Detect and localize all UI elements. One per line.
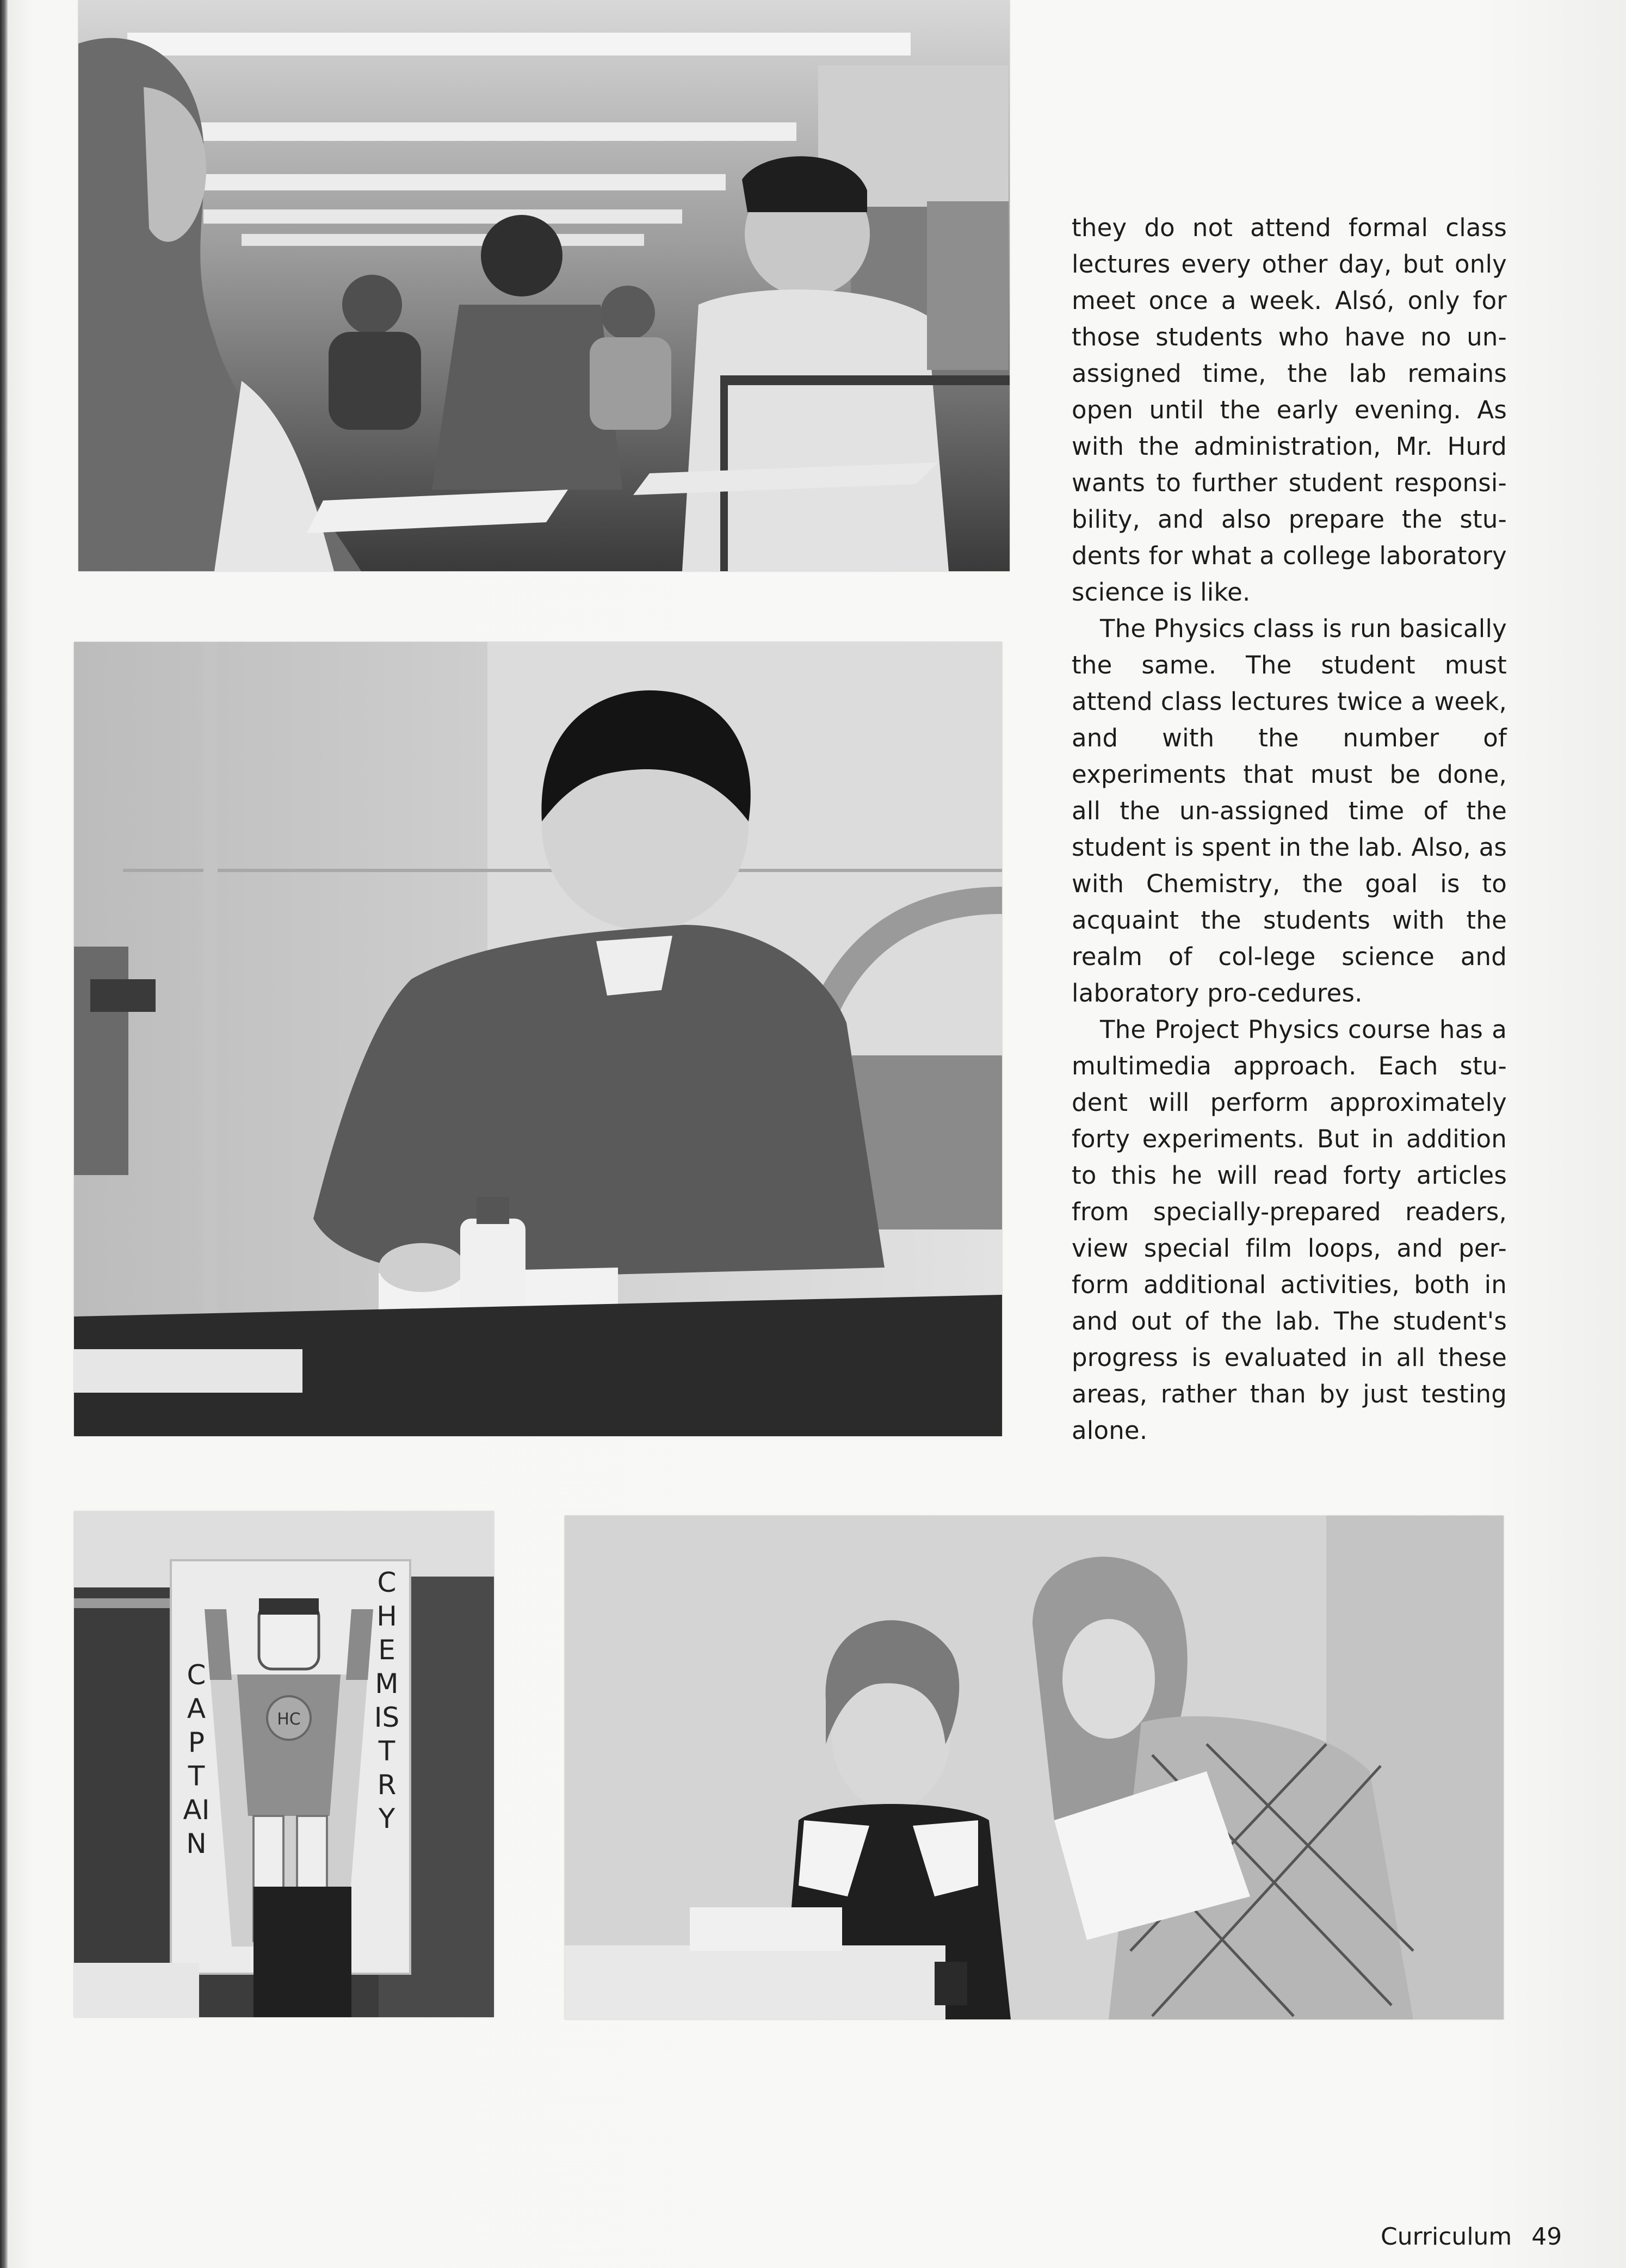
page-number: 49	[1531, 2223, 1562, 2251]
poster-emblem: HC	[277, 1710, 301, 1729]
photo-physics-lab	[74, 642, 1002, 1436]
article-paragraph: The Physics class is run basically the same. The student must attend class lectures twice a week, and with the number of experiments that must be done, all the un-assigned time of the student is spent in the lab. Also, as with Chemistry, the goal is to acquaint the students with the realm of col-lege science and laboratory pro-cedures.	[1072, 614, 1507, 1008]
binding-edge	[0, 0, 8, 2268]
poster-word-chemistry: CHEMISTRY	[374, 1567, 400, 1834]
page-footer	[1381, 2222, 1562, 2252]
article-paragraph: they do not attend formal class lectures every other day, but only meet once a week. Alsó, only for those students who have no un-assigned time, the lab remains open until the early evening. As with the administration, Mr. Hurd wants to further student responsi-bility, and also prepare the stu-dents for what a college laboratory science is like.	[1072, 213, 1507, 607]
photo-teacher-and-student	[565, 1516, 1504, 2019]
article-paragraph: The Project Physics course has a multimedia approach. Each stu-dent will perform approximately forty experiments. But in addition to this he will read forty articles from specially-prepared readers, view special film loops, and per-form additional activities, both in and out of the lab. The student's progress is evaluated in all these areas, rather than by just testing alone.	[1072, 1015, 1507, 1445]
photo-classroom	[78, 0, 1010, 571]
article-body	[1072, 209, 1507, 1449]
photo-captain-chemistry-poster	[74, 1511, 494, 2017]
poster-word-captain: CAPTAIN	[183, 1659, 210, 1859]
footer-section: Curriculum	[1381, 2223, 1512, 2251]
